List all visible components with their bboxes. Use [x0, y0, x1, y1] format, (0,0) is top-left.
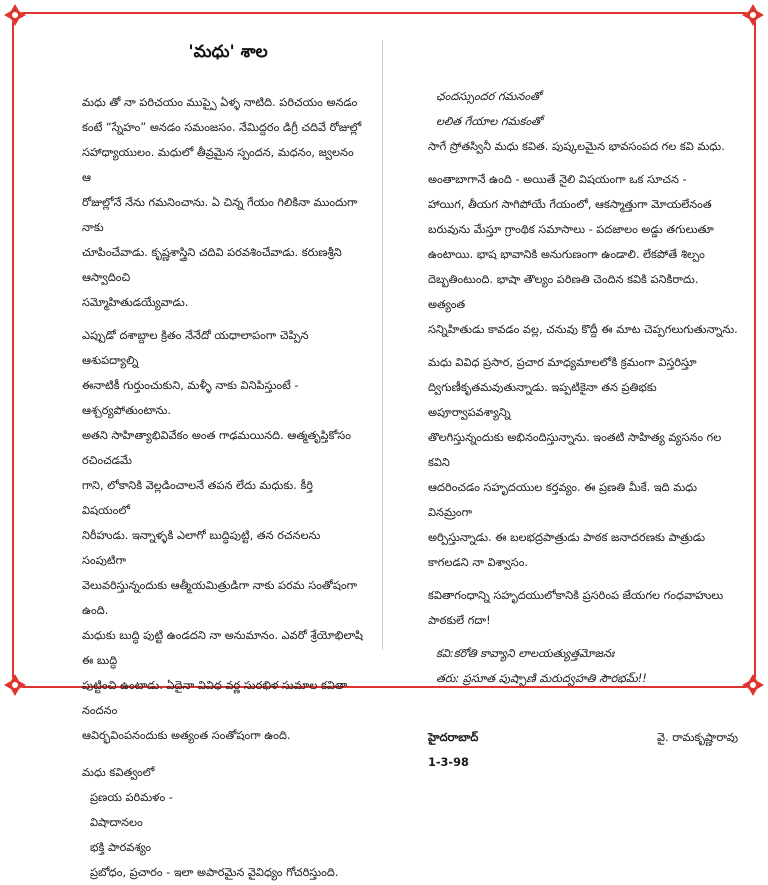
text-line: సన్నిహితుడు కావడం వల్ల, చనువు కొద్దీ ఈ మాట చెప్పగలుగుతున్నాను.	[428, 323, 738, 336]
list-item: భక్తి పారవశ్యం	[90, 841, 152, 854]
text-line: దెబ్బతింటుంది. భాషా తౌల్యం పరిణతి చెందిన కవికి పనికిరాదు. అత్యంత	[428, 273, 699, 311]
second-paragraph	[82, 323, 364, 748]
left-page	[82, 90, 364, 885]
intro-paragraph	[82, 90, 364, 315]
verse-line: కవి:కరోతి కావ్యాని లాలయత్యుత్తమోజనః	[436, 647, 615, 660]
text-line: పాఠకులే గదా!	[428, 614, 491, 627]
text-line: కవితాగంధాన్ని సహృదయులోకానికి ప్రసరింప జేయగల గంధవాహులు	[428, 589, 724, 602]
readers-paragraph	[428, 583, 738, 633]
text-line: వెలువరిస్తున్నందుకు ఆత్మీయమిత్రుడిగా నాకు పరమ సంతోషంగా ఉంది.	[82, 579, 358, 617]
date-text: 1-3-98	[428, 756, 469, 769]
border-right	[754, 22, 756, 678]
verse-line: లలిత గేయాల గమకంతో	[436, 115, 543, 128]
verse-line: ఛందస్సుందర గమనంతో	[436, 90, 542, 103]
verse-block	[428, 84, 738, 134]
text-line: రోజుల్లోనే నేను గమనించాను. ఏ చిన్న గేయం గిలికినా ముందుగా నాకు	[82, 196, 358, 234]
text-line: ద్విగుణీకృతమవుతున్నాడు. ఇప్పటికైనా తన ప్రతిభకు అపూర్వాపవశ్యాన్ని	[428, 381, 657, 419]
verse-line: తరు: ప్రసూత పుష్పాణి మరుద్వహతి సౌరభమ్!!	[436, 672, 647, 685]
list-item: ప్రణయ పరిమళం -	[90, 791, 173, 804]
list-item: ప్రబోధం, ప్రచారం - ఇలా అపారమైన వైవిధ్యం గోచరిస్తుంది.	[90, 866, 339, 879]
right-page	[428, 84, 738, 775]
verse-continuation: సాగే స్రోతస్వినీ మధు కవిత. పుష్కలమైన భావసంపద గల కవి మధు.	[428, 140, 725, 153]
text-line: కాగలడని నా విశ్వాసం.	[428, 556, 529, 569]
style-paragraph	[428, 167, 738, 342]
signature-row	[428, 725, 738, 750]
text-line: మధు తో నా పరిచయం ముప్పై ఏళ్ళ నాటిది. పరిచయం అనడం	[82, 96, 358, 109]
corner-ornament-icon	[2, 672, 28, 698]
corner-ornament-icon	[740, 672, 766, 698]
author-name: వై. రామకృష్ణారావు	[657, 731, 738, 744]
text-line: అంతాబాగానే ఉంది - అయితే నైలి విషయంగా ఒక సూచన -	[428, 173, 687, 186]
corner-ornament-icon	[740, 2, 766, 28]
text-line: తొలగిస్తున్నందుకు అభినందిస్తున్నాను. ఇంతటి సాహిత్య వ్యసనం గల కవిని	[428, 431, 722, 469]
place-name: హైదరాబాద్	[428, 731, 479, 744]
text-line: నిరీహుడు. ఇన్నాళ్ళకి ఎలాగో బుద్ధిపుట్టి, తన రచనలను సంపుటిగా	[82, 529, 321, 567]
list-item: విషాదానలం	[90, 816, 143, 829]
text-line: అతని సాహిత్యాభివివేకం అంత గాఢమయినది. ఆత్మతృప్తికోసం రచించడమే	[82, 429, 351, 467]
page-divider	[382, 40, 383, 650]
text-line: బరువును మేస్తూ గ్రాంథిక సమాసాలు - పదజాలం అడ్డు తగులుతూ	[428, 223, 714, 236]
page-title: 'మధు' శాల	[188, 42, 268, 62]
text-line: అర్పిస్తున్నాడు. ఈ బలభద్రపాత్రుడు పాఠక జనాదరణకు పాత్రుడు	[428, 531, 706, 544]
text-line: ఉంటాయి. భాష భావానికి అనుగుణంగా ఉండాలి. లేకపోతే శిల్పం	[428, 248, 705, 261]
border-left	[12, 22, 14, 678]
text-line: ఆవిర్భవింపనందుకు అత్యంత సంతోషంగా ఉంది.	[82, 729, 291, 742]
text-line: ఎప్పుడో దశాబ్దాల క్రితం నేనేదో యధాలాపంగా చెప్పిన ఆశుపద్యాల్ని	[82, 329, 309, 367]
text-line: మధు వివిధ ప్రసార, ప్రచార మాధ్యమాలలోకి క్రమంగా విస్తరిస్తూ	[428, 356, 697, 369]
text-line: సహాధ్యాయులం. మధులో తీవ్రమైన స్పందన, మధనం, జ్వలనం ఆ	[82, 146, 354, 184]
theme-list	[82, 785, 364, 885]
border-top	[22, 12, 746, 14]
text-line: ఆదరించడం సహృదయుల కర్తవ్యం. ఈ ప్రణతి మీకే. ఇది మధు వినమ్రంగా	[428, 481, 698, 519]
text-line: హాయిగ, తీయగ సాగిపోయే గేయంలో, ఆకస్మాత్తుగా మోయలేనంత	[428, 198, 712, 211]
text-line: పుట్టించి ఉంటాడు. ఏదైనా వివిధ వర్ణ సురభిళ సుమాల కవితా నందనం	[82, 679, 348, 717]
text-line: ఈనాటికీ గుర్తుంచుకుని, మళ్ళీ నాకు వినిపిస్తుంటే - ఆశ్చర్యపోతుంటాను.	[82, 379, 299, 417]
text-line: చూపించేవాడు. కృష్ణశాస్త్రిని చదివి పరవశించేవాడు. కరుణశ్రీని ఆస్వాదించి	[82, 246, 342, 284]
text-line: గాని, లోకానికి వెల్లడించాలనే తపన లేదు మధుకు. కీర్తి విషయంలో	[82, 479, 313, 517]
sanskrit-verse	[428, 641, 738, 691]
text-line: మధుకు బుద్ధి పుట్టి ఉండదని నా అనుమానం. ఎవరో శ్రేయోభిలాషి ఈ బుద్ధి	[82, 629, 363, 667]
text-line: కంటే “స్నేహం” అనడం సమంజసం. నేమిద్దరం డిగ్రీ చదివే రోజుల్లో	[82, 121, 362, 134]
media-paragraph	[428, 350, 738, 575]
text-line: సమ్మోహితుడయ్యేవాడు.	[82, 296, 189, 309]
corner-ornament-icon	[2, 2, 28, 28]
kavitvam-heading: మధు కవిత్వంలో	[82, 766, 155, 779]
